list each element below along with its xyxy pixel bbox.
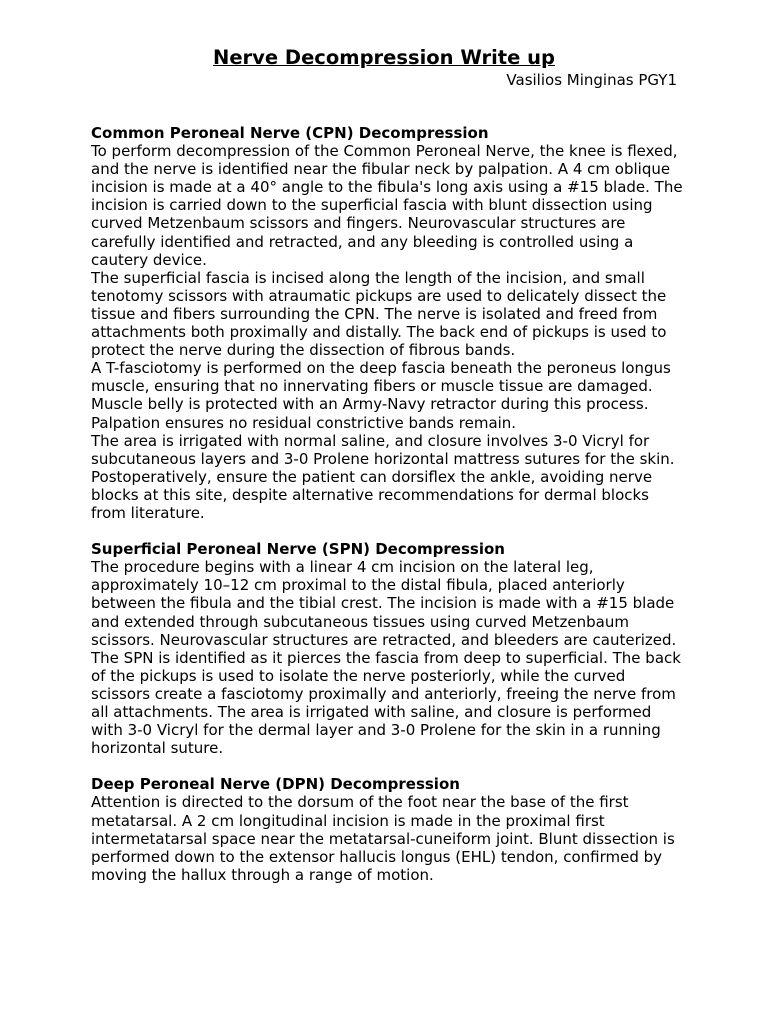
section-spn-decompression <box>91 540 683 757</box>
section-cpn-decompression <box>91 124 683 522</box>
document-body <box>91 124 683 902</box>
paragraph: To perform decompression of the Common Peroneal Nerve, the knee is flexed, and the nerve is identified near the fibular neck by palpation. A 4 cm oblique incision is made at a 40° angle to the fibula's long axis using a #15 blade. The incision is carried down to the superficial fascia with blunt dissection using curved Metzenbaum scissors and fingers. Neurovascular structures are carefully identified and retracted, and any bleeding is controlled using a cautery device. <box>91 142 683 269</box>
section-dpn-decompression <box>91 775 683 884</box>
paragraph: The procedure begins with a linear 4 cm incision on the lateral leg, approximately 10–12 cm proximal to the distal fibula, placed anteriorly between the fibula and the tibial crest. The incision is made with a #15 blade and extended through subcutaneous tissues using curved Metzenbaum scissors. Neurovascular structures are retracted, and bleeders are cauterized. <box>91 558 677 649</box>
document-title: Nerve Decompression Write up <box>213 46 555 69</box>
paragraph: A T-fasciotomy is performed on the deep fascia beneath the peroneus longus muscle, ensuring that no innervating fibers or muscle tissue are damaged. Muscle belly is protected with an Army-Navy retractor during this process. Palpation ensures no residual constrictive bands remain. <box>91 359 671 432</box>
paragraph: The area is irrigated with normal saline, and closure involves 3-0 Vicryl for subcutaneous layers and 3-0 Prolene horizontal mattress sutures for the skin. Postoperatively, ensure the patient can dorsiflex the ankle, avoiding nerve blocks at this site, despite alternative recommendations for dermal blocks from literature. <box>91 431 675 522</box>
author-line: Vasilios Minginas PGY1 <box>506 71 677 89</box>
paragraph: The superficial fascia is incised along the length of the incision, and small tenotomy scissors with atraumatic pickups are used to delicately dissect the tissue and fibers surrounding the CPN. The nerve is isolated and freed from attachments both proximally and distally. The back end of pickups is used to protect the nerve during the dissection of fibrous bands. <box>91 268 667 360</box>
paragraph: Attention is directed to the dorsum of the foot near the base of the first metatarsal. A 2 cm longitudinal incision is made in the proximal first intermetatarsal space near the metatarsal-cuneiform joint. Blunt dissection is performed down to the extensor hallucis longus (EHL) tendon, confirmed by moving the hallux through a range of motion. <box>91 793 675 884</box>
paragraph: The SPN is identified as it pierces the fascia from deep to superficial. The back of the pickups is used to isolate the nerve posteriorly, while the curved scissors create a fasciotomy proximally and anteriorly, freeing the nerve from all attachments. The area is irrigated with saline, and closure is performed with 3-0 Vicryl for the dermal layer and 3-0 Prolene for the skin in a running horizontal suture. <box>91 648 681 758</box>
section-heading: Deep Peroneal Nerve (DPN) Decompression <box>91 775 460 794</box>
section-heading: Common Peroneal Nerve (CPN) Decompression <box>91 124 489 142</box>
section-heading: Superficial Peroneal Nerve (SPN) Decompression <box>91 540 505 559</box>
